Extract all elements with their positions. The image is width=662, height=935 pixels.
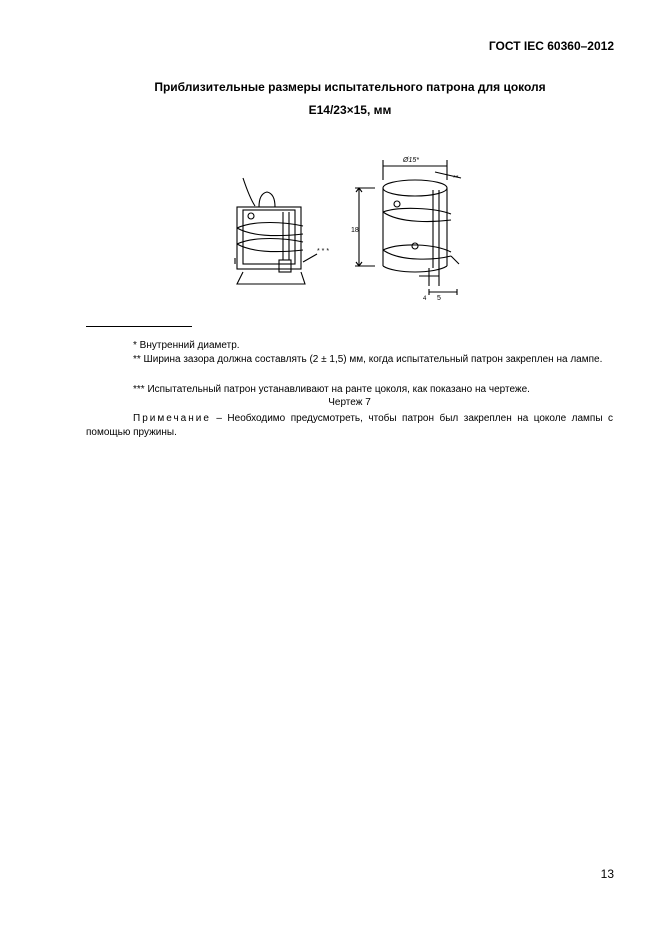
diameter-label: Ø15* <box>403 157 419 164</box>
drawing-title-line2: E14/23×15, мм <box>308 103 392 117</box>
footnote-separator <box>86 326 192 327</box>
standard-code: ГОСТ IEC 60360–2012 <box>488 39 614 53</box>
sleeve-view-right <box>355 160 461 295</box>
drawing-caption: Чертеж 7 <box>328 397 371 408</box>
test-holder-drawing <box>225 150 515 310</box>
gap-label: ** <box>453 175 459 182</box>
drawing-title-line1: Приблизительные размеры испытательного патрона для цоколя <box>154 80 546 94</box>
rim-label: * * * <box>317 248 330 255</box>
note-paragraph <box>86 412 613 440</box>
footnote-installation: *** Испытательный патрон устанавливают на ранте цоколя, как показано на чертеже. <box>133 384 530 395</box>
footnote-inner-diameter: * Внутренний диаметр. <box>133 340 240 351</box>
footnote-gap-width: ** Ширина зазора должна составлять (2 ± 1,5) мм, когда испытательный патрон закреплен на лампе. <box>133 354 603 365</box>
small-dim-label: 4 <box>423 296 427 302</box>
page-number: 13 <box>600 867 614 881</box>
slot-width-label: 5 <box>437 295 441 302</box>
note-label: Примечание <box>133 413 211 424</box>
height-label: 18 <box>351 227 359 234</box>
note-text: – Необходимо предусмотреть, чтобы патрон был закреплен на цоколе лампы с помощью пружины. <box>86 413 613 438</box>
cap-view-left <box>235 178 317 284</box>
